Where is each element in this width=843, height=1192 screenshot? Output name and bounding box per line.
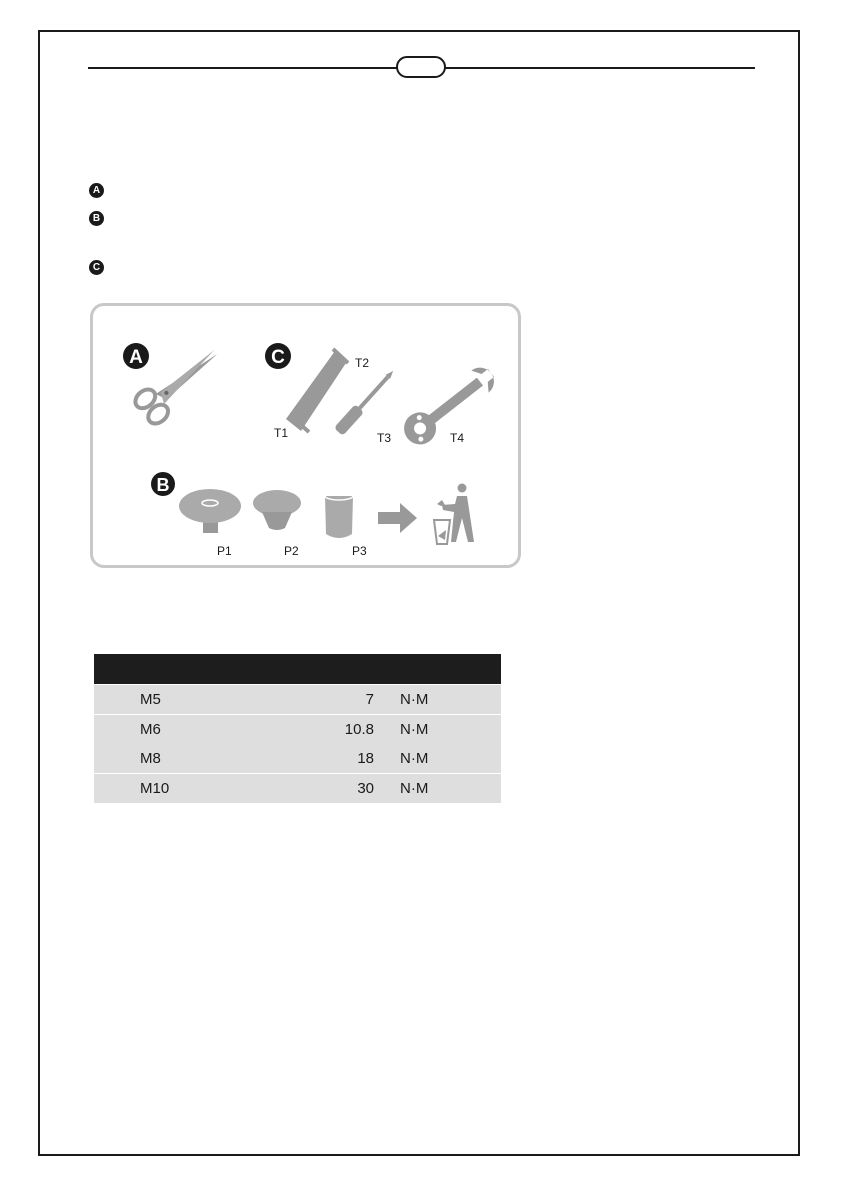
label-t4: T4 <box>450 431 465 445</box>
table-row <box>94 774 501 804</box>
bolt-size: M6 <box>94 715 280 745</box>
torque-unit: N·M <box>374 774 501 804</box>
table-row <box>94 715 501 745</box>
header-size <box>94 654 280 685</box>
marker-a: A <box>129 347 143 368</box>
torque-unit: N·M <box>374 744 501 774</box>
legend-marker-b: B <box>89 211 104 226</box>
screwdriver-icon <box>334 367 398 436</box>
marker-b: B <box>156 475 170 495</box>
page-frame <box>38 30 800 1156</box>
marker-c: C <box>271 347 285 368</box>
label-p1: P1 <box>217 544 232 558</box>
arrow-right-icon <box>378 503 417 533</box>
torque-unit: N·M <box>374 685 501 715</box>
torque-unit: N·M <box>374 715 501 745</box>
table-row <box>94 685 501 715</box>
bolt-size: M8 <box>94 744 280 774</box>
tools-illustration <box>93 306 518 565</box>
table-row <box>94 744 501 774</box>
label-t1: T1 <box>274 426 289 440</box>
legend-marker-c: C <box>89 260 104 275</box>
torque-value: 10.8 <box>280 715 374 745</box>
bolt-size: M5 <box>94 685 280 715</box>
packaging-p2-icon <box>253 490 301 530</box>
header-unit <box>374 654 501 685</box>
torque-table <box>94 654 501 803</box>
page-number <box>396 56 446 78</box>
legend-marker-a: A <box>89 183 104 198</box>
packaging-p1-icon <box>179 489 241 533</box>
label-p2: P2 <box>284 544 299 558</box>
torque-value: 30 <box>280 774 374 804</box>
label-t2: T2 <box>355 356 370 370</box>
packaging-p3-icon <box>325 492 353 538</box>
bolt-size: M10 <box>94 774 280 804</box>
table-header-row <box>94 654 501 685</box>
trash-disposal-icon <box>434 484 474 545</box>
tools-panel <box>90 303 521 568</box>
header-value <box>280 654 374 685</box>
label-p3: P3 <box>352 544 367 558</box>
label-t3: T3 <box>377 431 392 445</box>
torque-value: 18 <box>280 744 374 774</box>
torque-value: 7 <box>280 685 374 715</box>
